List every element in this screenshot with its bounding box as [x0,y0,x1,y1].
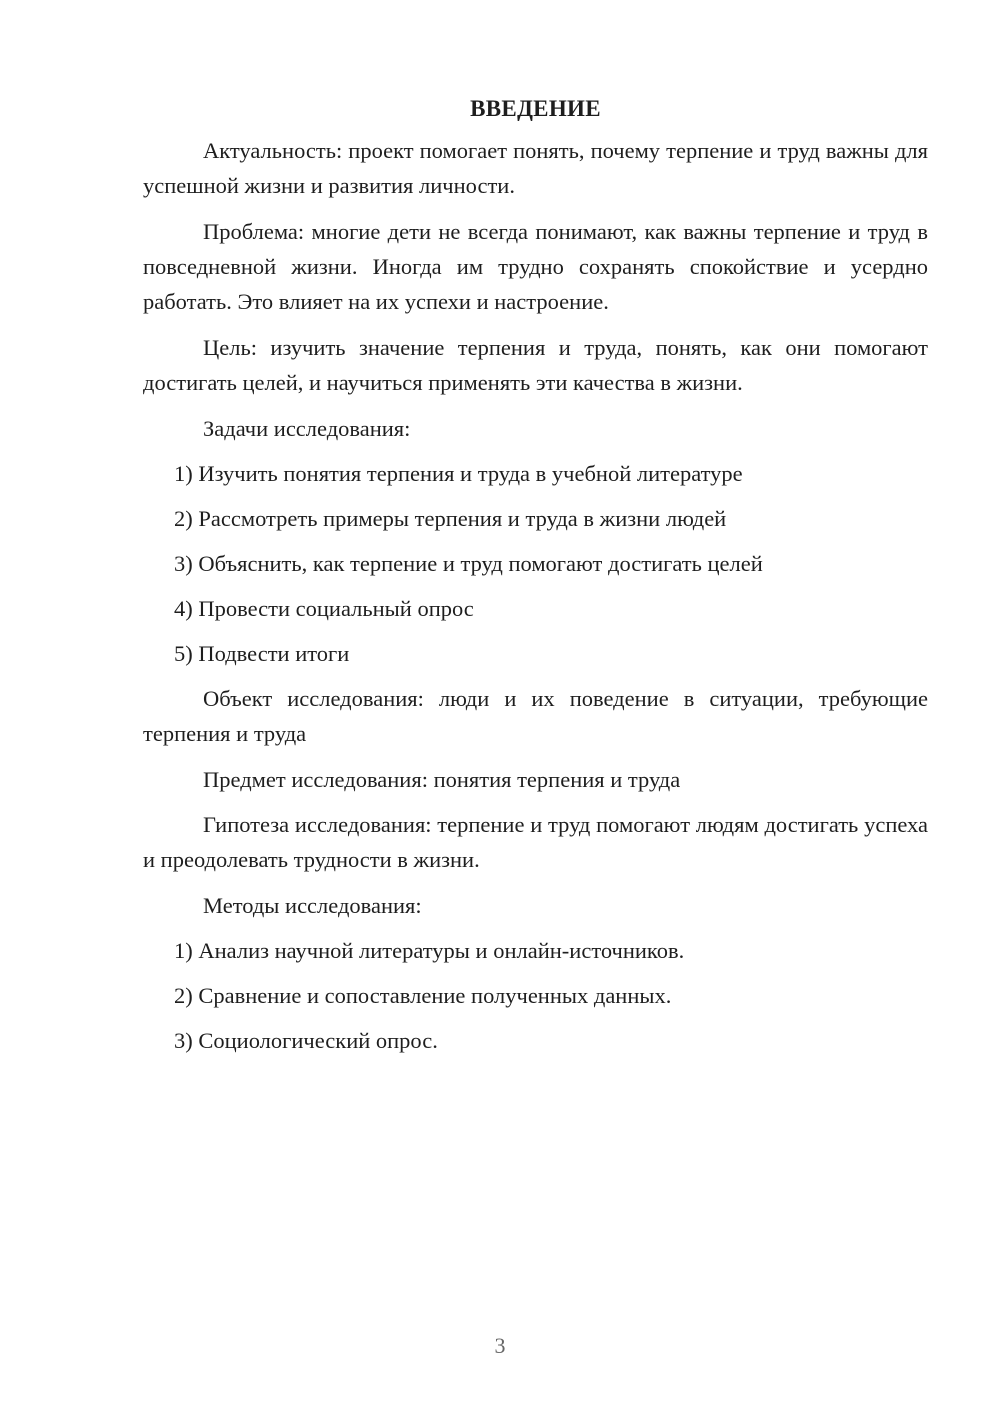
task-item: 3) Объяснить, как терпение и труд помогают достигать целей [174,551,763,576]
document-page [143,92,928,1068]
method-item: 1) Анализ научной литературы и онлайн-источников. [174,938,685,963]
goal-paragraph: Цель: изучить значение терпения и труда, понять, как они помогают достигать целей, и научиться применять эти качества в жизни. [143,335,928,395]
tasks-list [143,456,928,671]
method-item: 3) Социологический опрос. [174,1028,438,1053]
tasks-heading: Задачи исследования: [203,416,411,441]
task-item: 4) Провести социальный опрос [174,596,474,621]
method-item: 2) Сравнение и сопоставление полученных данных. [174,983,672,1008]
relevance-paragraph: Актуальность: проект помогает понять, почему терпение и труд важны для успешной жизни и развития личности. [143,138,928,198]
task-item: 5) Подвести итоги [174,641,350,666]
hypothesis-paragraph: Гипотеза исследования: терпение и труд помогают людям достигать успеха и преодолевать трудности в жизни. [143,812,928,872]
task-item: 2) Рассмотреть примеры терпения и труда в жизни людей [174,506,727,531]
task-item: 1) Изучить понятия терпения и труда в учебной литературе [174,461,743,486]
section-title: ВВЕДЕНИЕ [470,96,601,121]
methods-heading: Методы исследования: [203,893,422,918]
subject-paragraph: Предмет исследования: понятия терпения и труда [203,767,681,792]
problem-paragraph: Проблема: многие дети не всегда понимают, как важны терпение и труд в повседневной жизни. Иногда им трудно сохранять спокойствие и усердно работать. Это влияет на их успехи и настроение. [143,219,928,314]
page-number: 3 [494,1333,506,1358]
object-paragraph: Объект исследования: люди и их поведение в ситуации, требующие терпения и труда [143,686,928,746]
methods-list [143,933,928,1058]
